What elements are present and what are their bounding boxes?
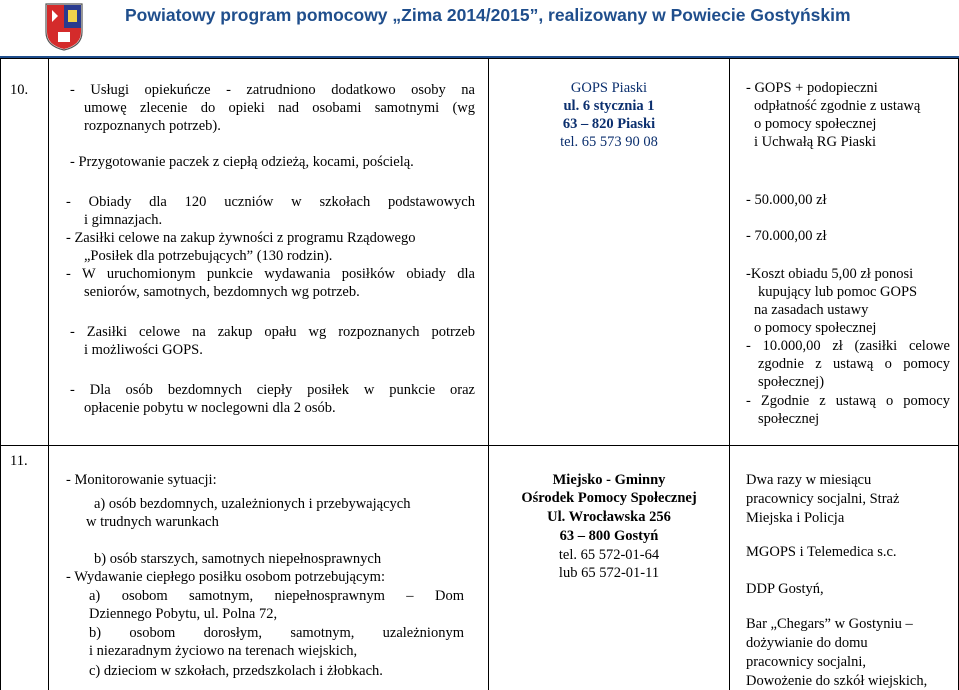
row-number: 10. [10,82,29,98]
row10-institution-line: ul. 6 stycznia 1 [563,98,655,114]
row11-description-line: i niezaradnym życiowo na terenach wiejskich, [89,643,358,659]
row11-partner-line: dożywianie do domu [746,635,868,651]
row11-partner-line: Dowożenie do szkół wiejskich, [746,673,928,689]
row10-description-line: - Obiady dla 120 uczniów w szkołach podstawowych [66,194,475,210]
row10-funding-line: społecznej) [758,374,825,390]
row11-institution-line: Ul. Wrocławska 256 [547,509,671,525]
row10-institution-line: tel. 65 573 90 08 [560,134,658,150]
page-title: Powiatowy program pomocowy „Zima 2014/2015”, realizowany w Powiecie Gostyńskim [125,5,851,25]
row10-institution-line: 63 – 820 Piaski [562,116,656,132]
row-number: 11. [10,453,28,469]
row11-institution-line: lub 65 572-01-11 [558,565,660,581]
table-col-border [488,58,489,690]
row10-funding-line: zgodnie z ustawą o pomocy [758,356,950,372]
row11-partner-line: DDP Gostyń, [746,581,824,597]
row10-description-line: rozpoznanych potrzeb). [84,118,221,134]
row10-description-line: - Dla osób bezdomnych ciepły posiłek w punkcie oraz [70,382,475,398]
row10-description-line: - Zasiłki celowe na zakup opału wg rozpoznanych potrzeb [70,324,475,340]
row11-description-line: b) osobom dorosłym, samotnym, uzależnionym [89,625,464,641]
row10-description-line: seniorów, samotnych, bezdomnych wg potrzeb. [84,284,360,300]
row10-funding-line: społecznej [758,411,820,427]
row10-description-line: i możliwości GOPS. [84,342,203,358]
row11-partner-line: pracownicy socjalni, [746,654,866,670]
row10-funding-line: - 70.000,00 zł [746,228,827,244]
table-col-border [0,58,1,690]
row10-funding-line: o pomocy społecznej [754,116,877,132]
row10-funding-line: na zasadach ustawy [754,302,869,318]
row11-institution-line: Ośrodek Pomocy Społecznej [521,490,697,506]
row10-description-line: opłacenie pobytu w noclegowni dla 2 osób. [84,400,336,416]
row10-description-line: - Przygotowanie paczek z ciepłą odzieżą, kocami, pościelą. [70,154,414,170]
row10-institution-line: GOPS Piaski [570,80,648,96]
row11-partner-line: MGOPS i Telemedica s.c. [746,544,897,560]
row11-partner-line: Bar „Chegars” w Gostyniu – [746,616,913,632]
row10-description-line: umowę zlecenie do opieki nad osobami samotnymi (wg [84,100,475,116]
table-col-border [729,58,730,690]
row10-description-line: „Posiłek dla potrzebujących” (130 rodzin). [84,248,333,264]
table-col-border [48,58,49,690]
row10-funding-line: i Uchwałą RG Piaski [754,134,877,150]
row11-institution-line: tel. 65 572-01-64 [558,547,660,563]
row10-funding-line: - 50.000,00 zł [746,192,827,208]
row11-partner-line: Miejska i Policja [746,510,845,526]
row11-description-line: Dziennego Pobytu, ul. Polna 72, [89,606,278,622]
row11-description-line: - Monitorowanie sytuacji: [66,472,217,488]
row10-funding-line: - Zgodnie z ustawą o pomocy [746,393,950,409]
row11-institution-line: Miejsko - Gminny [552,472,666,488]
row10-funding-line: o pomocy społecznej [754,320,877,336]
row10-funding-line: - GOPS + podopieczni [746,80,878,96]
row11-description-line: b) osób starszych, samotnych niepełnosprawnych [94,551,382,567]
row11-description-line: c) dzieciom w szkołach, przedszkolach i żłobkach. [89,663,383,679]
table-top-border [0,58,959,59]
row10-description-line: - Usługi opiekuńcze - zatrudniono dodatkowo osoby na [70,82,475,98]
row11-description-line: w trudnych warunkach [86,514,219,530]
row10-funding-line: odpłatność zgodnie z ustawą [754,98,921,114]
row11-description-line: a) osobom samotnym, niepełnosprawnym – Dom [89,588,464,604]
row10-funding-line: - 10.000,00 zł (zasiłki celowe [746,338,950,354]
row10-funding-line: kupujący lub pomoc GOPS [758,284,918,300]
table-row-divider [0,445,959,446]
row10-funding-line: -Koszt obiadu 5,00 zł ponosi [746,266,914,282]
row11-description-line: - Wydawanie ciepłego posiłku osobom potrzebującym: [66,569,385,585]
row10-description-line: i gimnazjach. [84,212,163,228]
row11-partner-line: Dwa razy w miesiącu [746,472,872,488]
row11-partner-line: pracownicy socjalni, Straż [746,491,900,507]
row11-description-line: a) osób bezdomnych, uzależnionych i przebywających [94,496,411,512]
row10-description-line: - W uruchomionym punkcie wydawania posiłków obiady dla [66,266,475,282]
row11-institution-line: 63 – 800 Gostyń [559,528,659,544]
row10-description-line: - Zasiłki celowe na zakup żywności z programu Rządowego [66,230,416,246]
